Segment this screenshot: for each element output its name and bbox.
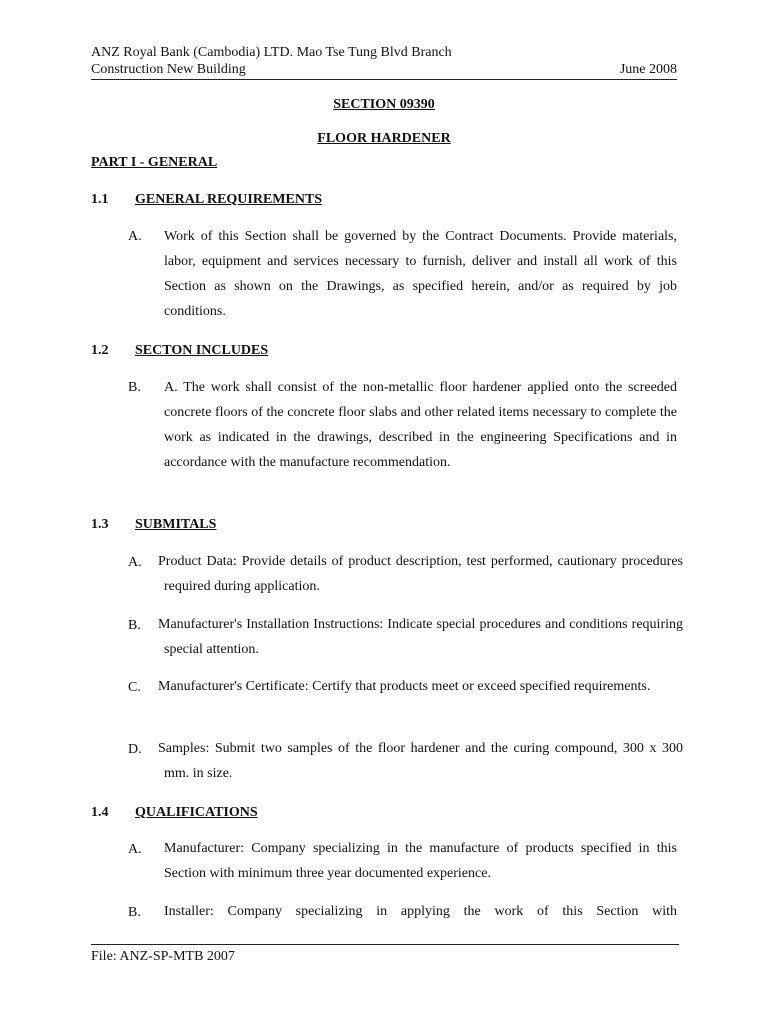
footer-file-reference: File: ANZ-SP-MTB 2007 [91, 949, 235, 964]
section-number: 1.2 [91, 343, 109, 358]
item-text: Manufacturer's Certificate: Certify that products meet or exceed specified requirements. [158, 679, 651, 694]
section-title-qualifications: QUALIFICATIONS [135, 805, 258, 820]
header-date: June 2008 [619, 62, 677, 77]
section-title-submitals: SUBMITALS [135, 517, 217, 532]
footer-divider [91, 944, 679, 945]
item-text: Product Data: Provide details of product description, test performed, cautionary procedures required during application. [158, 554, 683, 594]
item-text: A. The work shall consist of the non-metallic floor hardener applied onto the screeded concrete floors of the concrete floor slabs and other related items necessary to complete the work as indicated in the drawings, described in the engineering Specifications and in accordance with the manufacture recommendation. [164, 380, 677, 470]
item-text: Manufacturer's Installation Instructions: Indicate special procedures and conditions requiring special attention. [158, 617, 683, 657]
section-number: 1.1 [91, 192, 109, 207]
header-project: Construction New Building [91, 62, 246, 77]
section-title: FLOOR HARDENER [317, 131, 451, 146]
section-number: 1.4 [91, 805, 109, 820]
item-letter: A. [128, 842, 142, 857]
item-letter: B. [128, 380, 141, 395]
item-letter: A. [128, 555, 142, 570]
item-text: Samples: Submit two samples of the floor hardener and the curing compound, 300 x 300 mm. in size. [158, 741, 683, 781]
item-letter: A. [128, 229, 142, 244]
item-letter: C. [128, 680, 141, 695]
section-title-general-requirements: GENERAL REQUIREMENTS [135, 192, 323, 207]
item-text: Manufacturer: Company specializing in the manufacture of products specified in this Section with minimum three year documented experience. [164, 841, 677, 881]
section-title-section-includes: SECTON INCLUDES [135, 343, 269, 358]
part-heading: PART I - GENERAL [91, 155, 218, 170]
section-heading: SECTION 09390 [333, 97, 435, 112]
header-line-2 [91, 61, 677, 78]
header-line-1: ANZ Royal Bank (Cambodia) LTD. Mao Tse Tung Blvd Branch [91, 45, 452, 60]
item-letter: B. [128, 905, 141, 920]
item-text: Work of this Section shall be governed by the Contract Documents. Provide materials, labor, equipment and services necessary to furnish, deliver and install all work of this Section as shown on the Drawings, as specified herein, and/or as required by job conditions. [164, 229, 677, 319]
header-divider [91, 79, 677, 80]
item-letter: D. [128, 742, 142, 757]
item-text: Installer: Company specializing in applying the work of this Section with [164, 904, 677, 919]
item-letter: B. [128, 618, 141, 633]
section-number: 1.3 [91, 517, 109, 532]
